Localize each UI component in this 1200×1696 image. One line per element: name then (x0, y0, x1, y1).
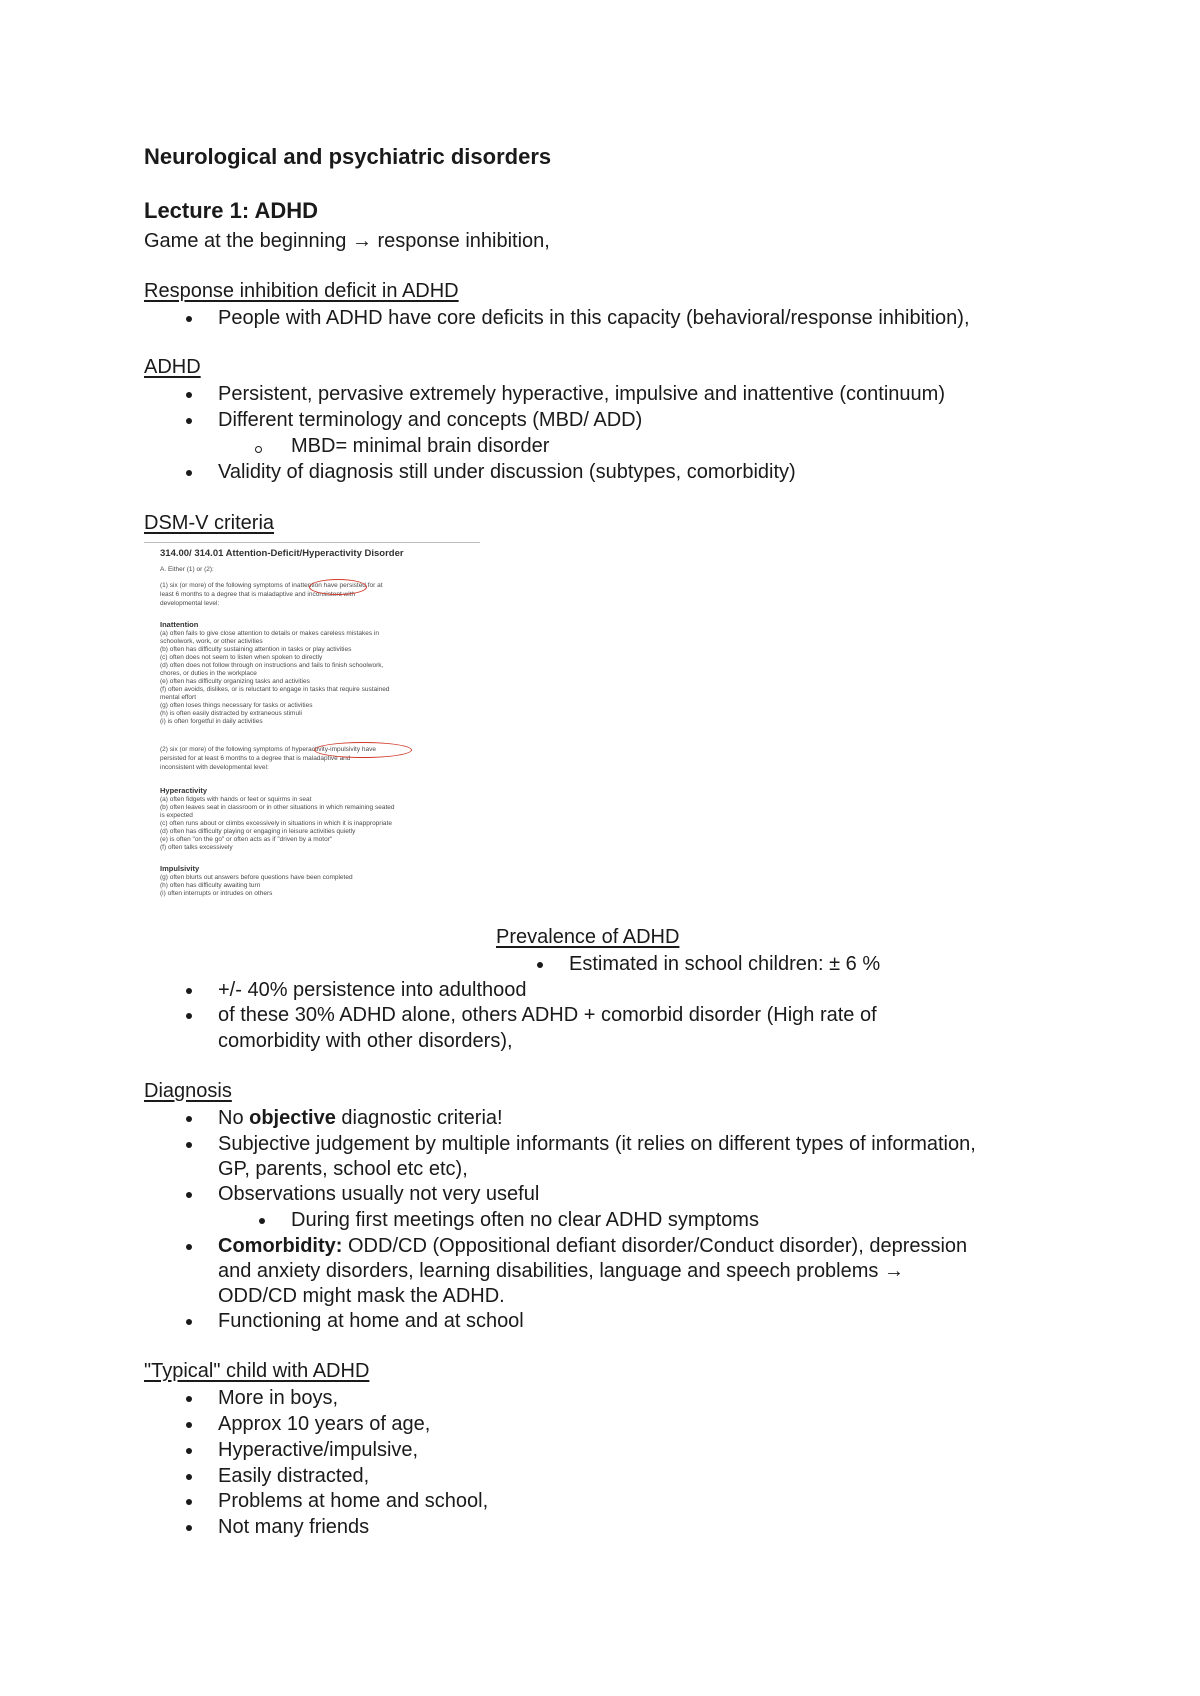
excerpt-title: 314.00/ 314.01 Attention-Deficit/Hyperactivity Disorder (160, 548, 404, 559)
text-run: No (218, 1107, 250, 1129)
section-heading-diagnosis: Diagnosis (144, 1080, 232, 1102)
excerpt-top-rule (144, 542, 480, 543)
excerpt-line: (a) often fidgets with hands or feet or squirms in seat (160, 796, 312, 803)
bullet-icon (186, 1499, 192, 1505)
list-item: Not many friends (218, 1516, 370, 1538)
list-item: Hyperactive/impulsive, (218, 1439, 419, 1461)
excerpt-line: schoolwork, work, or other activities (160, 638, 263, 645)
excerpt-line: (b) often leaves seat in classroom or in other situations in which remaining seated (160, 804, 395, 811)
excerpt-line: (f) often talks excessively (160, 844, 233, 851)
bullet-icon (186, 1474, 192, 1480)
list-item: Estimated in school children: ± 6 % (569, 953, 881, 975)
excerpt-line: persisted for at least 6 months to a degree that is maladaptive and (160, 755, 351, 762)
bullet-icon (186, 1142, 192, 1148)
bullet-icon (186, 418, 192, 424)
section-heading-dsm: DSM-V criteria (144, 512, 275, 534)
excerpt-line: (c) often runs about or climbs excessively in situations in which it is inappropriate (160, 820, 392, 827)
excerpt-subheading: Inattention (160, 620, 199, 629)
bullet-icon (186, 988, 192, 994)
list-item: Easily distracted, (218, 1465, 370, 1487)
excerpt-line: (d) often does not follow through on instructions and fails to finish schoolwork, (160, 662, 384, 669)
excerpt-line: least 6 months to a degree that is maladaptive and inconsistent with (160, 591, 356, 598)
bullet-icon (186, 1192, 192, 1198)
intro-line (144, 228, 550, 254)
sub-bullet-icon (255, 446, 262, 453)
bullet-icon (186, 1422, 192, 1428)
list-item: Problems at home and school, (218, 1490, 489, 1512)
excerpt-line: (a) often fails to give close attention to details or makes careless mistakes in (160, 630, 379, 637)
list-item: of these 30% ADHD alone, others ADHD + comorbid disorder (High rate of (218, 1004, 877, 1026)
bullet-icon (186, 1525, 192, 1531)
section-heading-response-inhibition: Response inhibition deficit in ADHD (144, 280, 459, 302)
bullet-icon (186, 392, 192, 398)
text-run: and anxiety disorders, learning disabilities, language and speech problems (218, 1260, 879, 1282)
excerpt-line: (d) often has difficulty playing or engaging in leisure activities quietly (160, 828, 356, 835)
excerpt-line: is expected (160, 812, 193, 819)
excerpt-line: (e) is often "on the go" or often acts as if "driven by a motor" (160, 836, 333, 843)
excerpt-line: (f) often avoids, dislikes, or is reluctant to engage in tasks that require sustained (160, 686, 390, 693)
excerpt-line: (b) often has difficulty sustaining attention in tasks or play activities (160, 646, 352, 653)
excerpt-line: (i) often interrupts or intrudes on others (160, 890, 273, 897)
excerpt-line: (g) often loses things necessary for tasks or activities (160, 702, 313, 709)
list-item (218, 1233, 967, 1259)
section-heading-typical-child: "Typical" child with ADHD (144, 1360, 370, 1382)
dsm-criteria-excerpt-image (144, 542, 480, 940)
text-run: ODD/CD (Oppositional defiant disorder/Conduct disorder), depression (342, 1235, 968, 1257)
section-heading-prevalence: Prevalence of ADHD (496, 926, 680, 948)
list-item-continuation: GP, parents, school etc etc), (218, 1158, 468, 1180)
excerpt-line: (2) six (or more) of the following symptoms of hyperactivity-impulsivity have (160, 746, 377, 753)
excerpt-line: (1) six (or more) of the following symptoms of inattention have persisted for at (160, 582, 383, 589)
bullet-icon (186, 1396, 192, 1402)
bullet-icon (186, 470, 192, 476)
list-item: Persistent, pervasive extremely hyperactive, impulsive and inattentive (continuum) (218, 383, 945, 405)
excerpt-line: mental effort (160, 694, 197, 701)
document-title: Neurological and psychiatric disorders (144, 144, 552, 169)
excerpt-line: inconsistent with developmental level: (160, 764, 269, 771)
text-run: diagnostic criteria! (335, 1107, 503, 1129)
bullet-icon (186, 316, 192, 322)
excerpt-line: A. Either (1) or (2): (160, 566, 214, 573)
excerpt-line: (i) is often forgetful in daily activities (160, 718, 263, 725)
sub-bullet-icon (259, 1218, 265, 1224)
excerpt-line: chores, or duties in the workplace (160, 670, 257, 677)
bullet-icon (186, 1244, 192, 1250)
list-item: Different terminology and concepts (MBD/ ADD) (218, 409, 643, 431)
highlight-oval (314, 742, 412, 758)
bullet-icon (537, 962, 543, 968)
excerpt-line: (g) often blurts out answers before questions have been completed (160, 874, 353, 881)
bullet-icon (186, 1116, 192, 1122)
highlight-oval (309, 579, 367, 595)
bullet-icon (186, 1013, 192, 1019)
bullet-icon (186, 1448, 192, 1454)
arrow-icon: → (351, 230, 372, 252)
list-item: +/- 40% persistence into adulthood (218, 979, 527, 1001)
list-item: Validity of diagnosis still under discussion (subtypes, comorbidity) (218, 461, 796, 483)
bold-text-run: Comorbidity: (218, 1235, 343, 1257)
lecture-title: Lecture 1: ADHD (144, 198, 318, 223)
bold-text-run: objective (249, 1107, 336, 1129)
intro-text: Game at the beginning (144, 230, 347, 252)
section-heading-adhd: ADHD (144, 356, 201, 378)
bullet-icon (186, 1319, 192, 1325)
sub-list-item: During first meetings often no clear ADHD symptoms (291, 1209, 759, 1231)
excerpt-line: (h) often has difficulty awaiting turn (160, 882, 261, 889)
excerpt-subheading: Impulsivity (160, 864, 200, 873)
excerpt-line: (c) often does not seem to listen when spoken to directly (160, 654, 323, 661)
list-item: People with ADHD have core deficits in this capacity (behavioral/response inhibition), (218, 307, 970, 329)
intro-text-after: response inhibition, (377, 230, 550, 252)
list-item-continuation (218, 1258, 904, 1284)
list-item-continuation: comorbidity with other disorders), (218, 1030, 513, 1052)
excerpt-line: (h) is often easily distracted by extraneous stimuli (160, 710, 302, 717)
list-item: More in boys, (218, 1387, 339, 1409)
list-item: Observations usually not very useful (218, 1183, 540, 1205)
list-item-continuation: ODD/CD might mask the ADHD. (218, 1285, 505, 1307)
list-item: Functioning at home and at school (218, 1310, 524, 1332)
excerpt-line: developmental level: (160, 600, 220, 607)
list-item (218, 1105, 503, 1131)
list-item: Subjective judgement by multiple informants (it relies on different types of information, (218, 1133, 976, 1155)
list-item: Approx 10 years of age, (218, 1413, 431, 1435)
sub-list-item: MBD= minimal brain disorder (291, 435, 550, 457)
arrow-icon: → (883, 1260, 904, 1282)
excerpt-subheading: Hyperactivity (160, 786, 208, 795)
excerpt-line: (e) often has difficulty organizing tasks and activities (160, 678, 310, 685)
